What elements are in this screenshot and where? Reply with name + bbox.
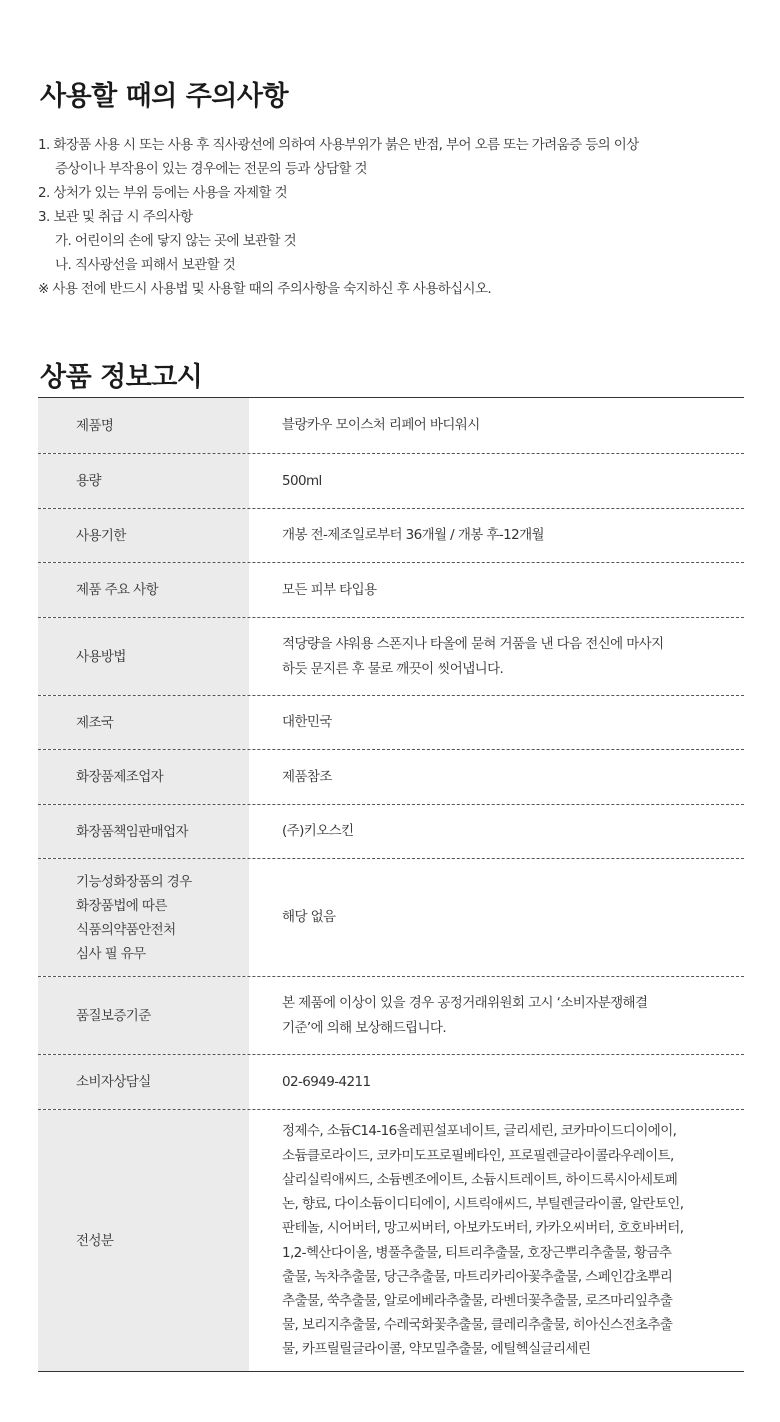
row-value: 개봉 전-제조일로부터 36개월 / 개봉 후-12개월: [282, 527, 544, 544]
row-value: 적당량을 샤워용 스폰지나 타올에 묻혀 거품을 낸 다음 전신에 마사지 하듯 문지른 후 물로 깨끗이 씻어냅니다.: [282, 636, 664, 677]
row-value: 본 제품에 이상이 있을 경우 공정거래위원회 고시 ‘소비자분쟁해결 기준’에 의해 보상해드립니다.: [282, 995, 648, 1036]
caution-item-3: 3. 보관 및 취급 시 주의사항: [38, 209, 193, 225]
row-label: 화장품제조업자: [38, 750, 249, 804]
row-label: 화장품책임판매업자: [38, 805, 249, 858]
row-value: 대한민국: [282, 714, 332, 731]
row-value: 02-6949-4211: [282, 1073, 371, 1090]
table-row: [38, 804, 744, 858]
row-value: 500ml: [282, 472, 322, 489]
table-row: [38, 695, 744, 749]
caution-item-3-b: 나. 직사광선을 피해서 보관할 것: [55, 257, 236, 273]
table-row: [38, 749, 744, 804]
row-label: 제품 주요 사항: [38, 563, 249, 617]
table-row: [38, 453, 744, 508]
row-label: 사용기한: [38, 509, 249, 562]
row-value: (주)키오스킨: [282, 823, 354, 840]
row-label: 전성분: [38, 1110, 249, 1371]
row-label: 용량: [38, 454, 249, 508]
caution-list: [38, 133, 753, 301]
caution-title: 사용할 때의 주의사항: [40, 81, 289, 112]
caution-note: ※ 사용 전에 반드시 사용법 및 사용할 때의 주의사항을 숙지하신 후 사용하십시오.: [38, 281, 492, 297]
table-row: [38, 398, 744, 453]
caution-item-3-a: 가. 어린이의 손에 닿지 않는 곳에 보관할 것: [55, 233, 297, 249]
row-label: 기능성화장품의 경우 화장품법에 따른 식품의약품안전처 심사 필 유무: [38, 859, 249, 976]
table-row: [38, 976, 744, 1054]
table-row: [38, 508, 744, 562]
caution-item-2: 2. 상처가 있는 부위 등에는 사용을 자제할 것: [38, 185, 288, 201]
row-value: 정제수, 소듐C14-16올레핀설포네이트, 글리세린, 코카마이드디이에이, 소듐클로라이드, 코카미도프로필베타인, 프로필렌글라이콜라우레이트, 살리실릭애씨드, 소듐벤조에이트, 소듐시트레이트, 하이드록시아세토페 논, 향료, 다이소듐이디티에이, 시트릭애씨드, 부틸렌글라이콜, 알란토인, 판테놀, 시어버터, 망고씨버터, 아보카도버터, 카카오씨버터, 호호바버터, 1,2-헥산다이올, 병풀추출물, 티트리추출물, 호장근뿌리추출물, 황금추 출물, 녹차추출물, 당근추출물, 마트리카리아꽃추출물, 스페인감초뿌리 추출물, 쑥추출물, 알로에베라추출물, 라벤더꽃추출물, 로즈마리잎추출 물, 보리지추출물, 수레국화꽃추출물, 클레리추출물, 히아신스전초추출 물, 카프릴릴글라이콜, 약모밀추출물, 에틸헥실글리세린: [282, 1123, 684, 1358]
table-row: [38, 858, 744, 976]
row-label: 품질보증기준: [38, 977, 249, 1054]
row-label: 제조국: [38, 696, 249, 749]
row-label: 소비자상담실: [38, 1055, 249, 1109]
table-row: [38, 562, 744, 617]
row-value: 해당 없음: [282, 909, 336, 926]
info-title: 상품 정보고시: [40, 362, 203, 393]
table-row: [38, 1054, 744, 1109]
row-label: 제품명: [38, 398, 249, 453]
caution-item-1: 1. 화장품 사용 시 또는 사용 후 직사광선에 의하여 사용부위가 붉은 반점, 부어 오름 또는 가려움증 등의 이상: [38, 137, 639, 153]
caution-item-1-continued: 증상이나 부작용이 있는 경우에는 전문의 등과 상담할 것: [55, 161, 367, 177]
row-value: 제품참조: [282, 768, 332, 785]
row-value: 모든 피부 타입용: [282, 581, 377, 598]
table-row: [38, 617, 744, 695]
product-info-table: [38, 397, 744, 1372]
table-row: [38, 1109, 744, 1371]
row-value: 블랑카우 모이스처 리페어 바디워시: [282, 417, 480, 434]
row-label: 사용방법: [38, 618, 249, 695]
